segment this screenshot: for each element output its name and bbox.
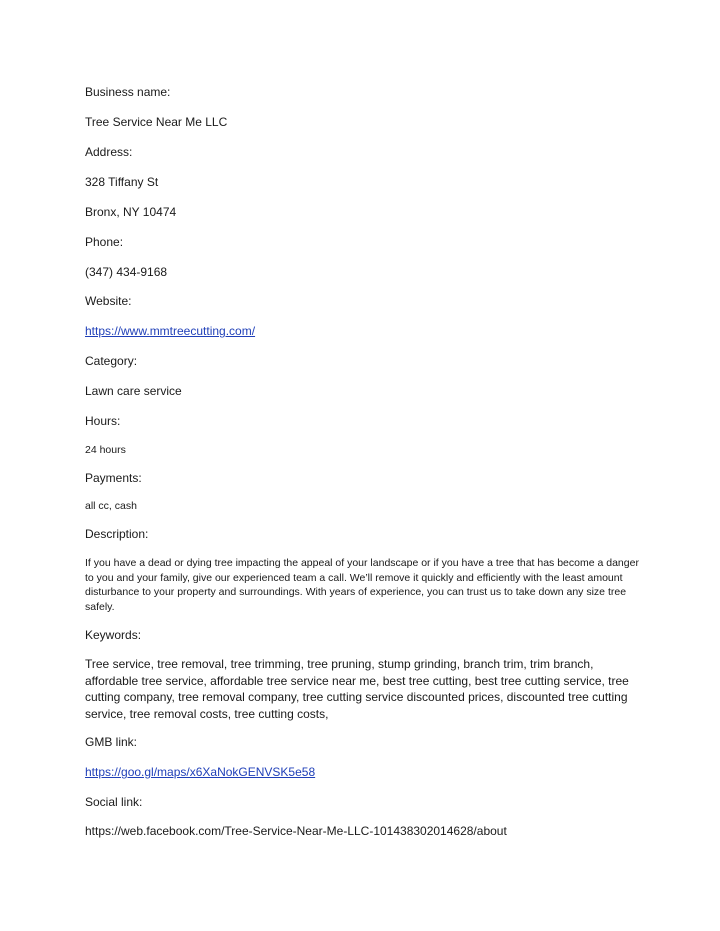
- gmb-label: GMB link:: [85, 735, 138, 749]
- description-label: Description:: [85, 527, 149, 541]
- phone-value: (347) 434-9168: [85, 265, 168, 279]
- address-label: Address:: [85, 145, 133, 159]
- website-link[interactable]: https://www.mmtreecutting.com/: [85, 324, 256, 338]
- keywords-text: Tree service, tree removal, tree trimming, tree pruning, stump grinding, branch trim, trim branch, affordable tree service, affordable tree service near me, best tree cutting, best tree cutting service, tree cutting company, tree removal company, tree cutting service discounted prices, discounted tree cutting service, tree removal costs, tree cutting costs,: [85, 657, 629, 721]
- gmb-line: [85, 765, 315, 780]
- website-line: [85, 324, 255, 339]
- business-name-value: Tree Service Near Me LLC: [85, 115, 228, 129]
- address-line-2: Bronx, NY 10474: [85, 205, 177, 219]
- phone-label: Phone:: [85, 235, 124, 249]
- hours-value: 24 hours: [85, 444, 126, 456]
- hours-label: Hours:: [85, 414, 121, 428]
- website-label: Website:: [85, 294, 132, 308]
- description-text: If you have a dead or dying tree impacting the appeal of your landscape or if you have a tree that has become a danger to you and your family, give our experienced team a call. We’ll remove it quickly and efficiently with the least amount disturbance to your property and surroundings. With years of experience, you can trust us to take down any size tree safely.: [85, 557, 639, 614]
- keywords-label: Keywords:: [85, 628, 142, 642]
- category-label: Category:: [85, 354, 138, 368]
- payments-value: all cc, cash: [85, 500, 137, 512]
- address-line-1: 328 Tiffany St: [85, 175, 159, 189]
- social-link: https://web.facebook.com/Tree-Service-Near-Me-LLC-101438302014628/about: [85, 824, 507, 838]
- payments-label: Payments:: [85, 471, 142, 485]
- gmb-link[interactable]: https://goo.gl/maps/x6XaNokGENVSK5e58: [85, 765, 316, 779]
- social-label: Social link:: [85, 795, 143, 809]
- category-value: Lawn care service: [85, 384, 182, 398]
- business-name-label: Business name:: [85, 85, 171, 99]
